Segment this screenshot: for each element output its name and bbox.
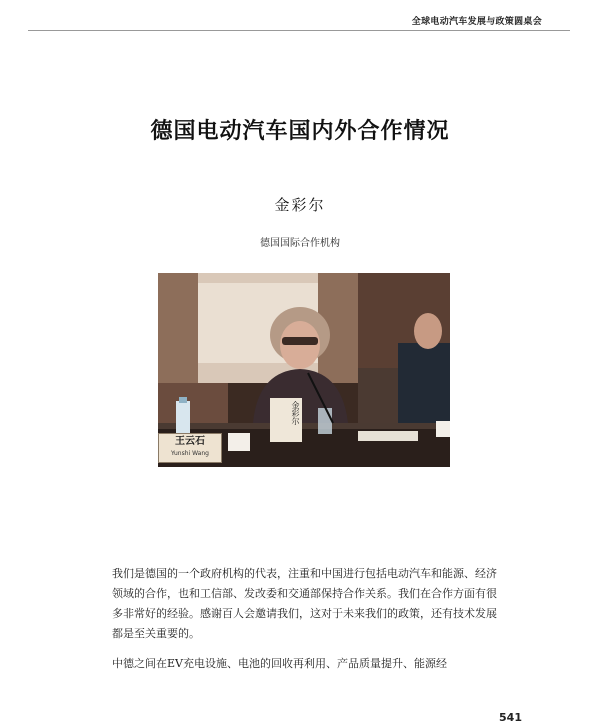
author-affiliation: 德国国际合作机构 — [260, 238, 340, 249]
header-divider — [28, 30, 570, 31]
body-paragraph-2: 中德之间在EV充电设施、电池的回收再利用、产品质量提升、能源经 — [112, 657, 447, 670]
author-name: 金彩尔 — [274, 196, 326, 214]
nameplate-left — [158, 433, 222, 463]
article-title: 德国电动汽车国内外合作情况 — [150, 119, 450, 144]
conference-photo — [158, 273, 450, 467]
nameplate-center: 金彩尔 — [291, 401, 300, 425]
nameplate-left-name: 王云石 — [175, 436, 205, 447]
body-paragraph-1: 我们是德国的一个政府机构的代表，注重和中国进行包括电动汽车和能源、经济领域的合作，也和工信部、发改委和交通部保持合作关系。我们在合作方面有很多非常好的经验。感谢百人会邀请我们，这对于未来我们的政策，还有技术发展都是至关重要的。 — [112, 567, 497, 640]
running-header: 全球电动汽车发展与政策圆桌会 — [411, 17, 542, 27]
page-number: 541 — [499, 711, 522, 724]
nameplate-left-subname: Yunshi Wang — [171, 450, 209, 457]
